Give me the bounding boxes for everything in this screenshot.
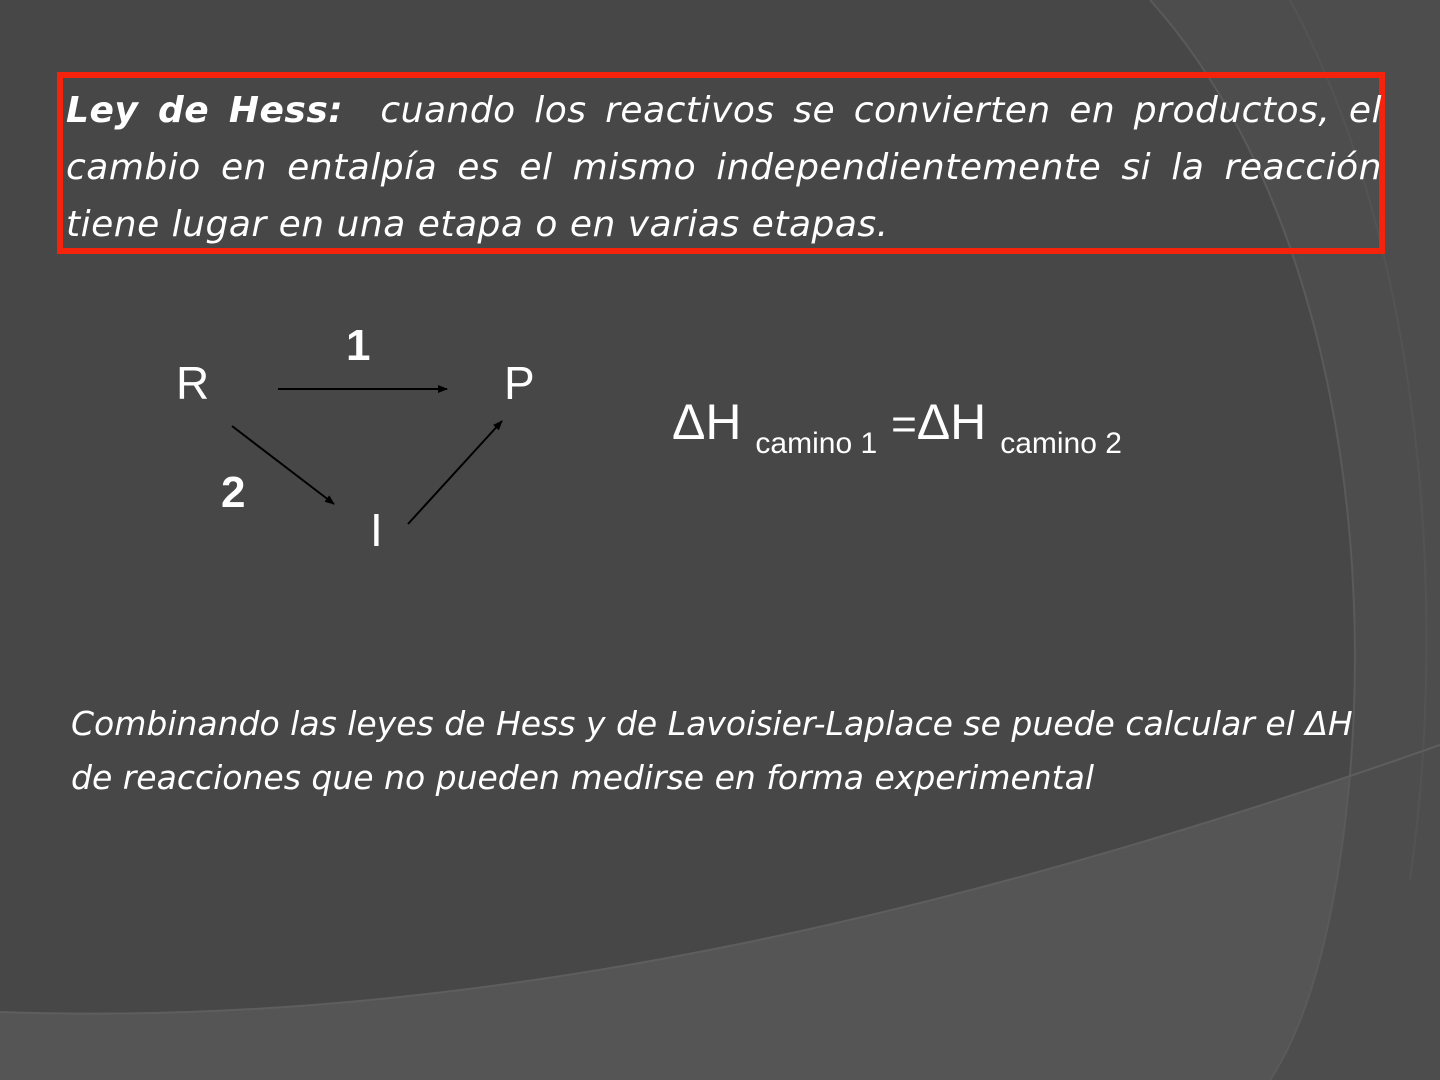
equation-rhs-symbol: ΔH [916, 394, 987, 450]
equation-rhs-subscript: camino 2 [1000, 427, 1122, 460]
equation-equals-sign: = [891, 400, 917, 449]
equation-lhs-symbol: ΔH [672, 394, 742, 450]
enthalpy-equation [672, 390, 1122, 462]
intermediate-label: I [370, 504, 383, 556]
definition-term: Ley de Hess: [66, 90, 344, 131]
reactant-label: R [176, 357, 210, 409]
path-1-label: 1 [346, 321, 371, 370]
path-2-label: 2 [221, 468, 246, 517]
path-2a-arrow [232, 426, 334, 504]
path-2b-arrow [408, 421, 502, 524]
equation-lhs-subscript: camino 1 [755, 427, 878, 460]
definition-body: cuando los reactivos se convierten en productos, el cambio en entalpía es el mismo independientemente si la reacción tiene lugar en una etapa o en varias etapas. [66, 90, 1383, 245]
product-label: P [504, 357, 535, 409]
note-paragraph: Combinando las leyes de Hess y de Lavoisier-Laplace se puede calcular el ΔH de reacciones que no pueden medirse en forma experimental [71, 704, 1353, 797]
